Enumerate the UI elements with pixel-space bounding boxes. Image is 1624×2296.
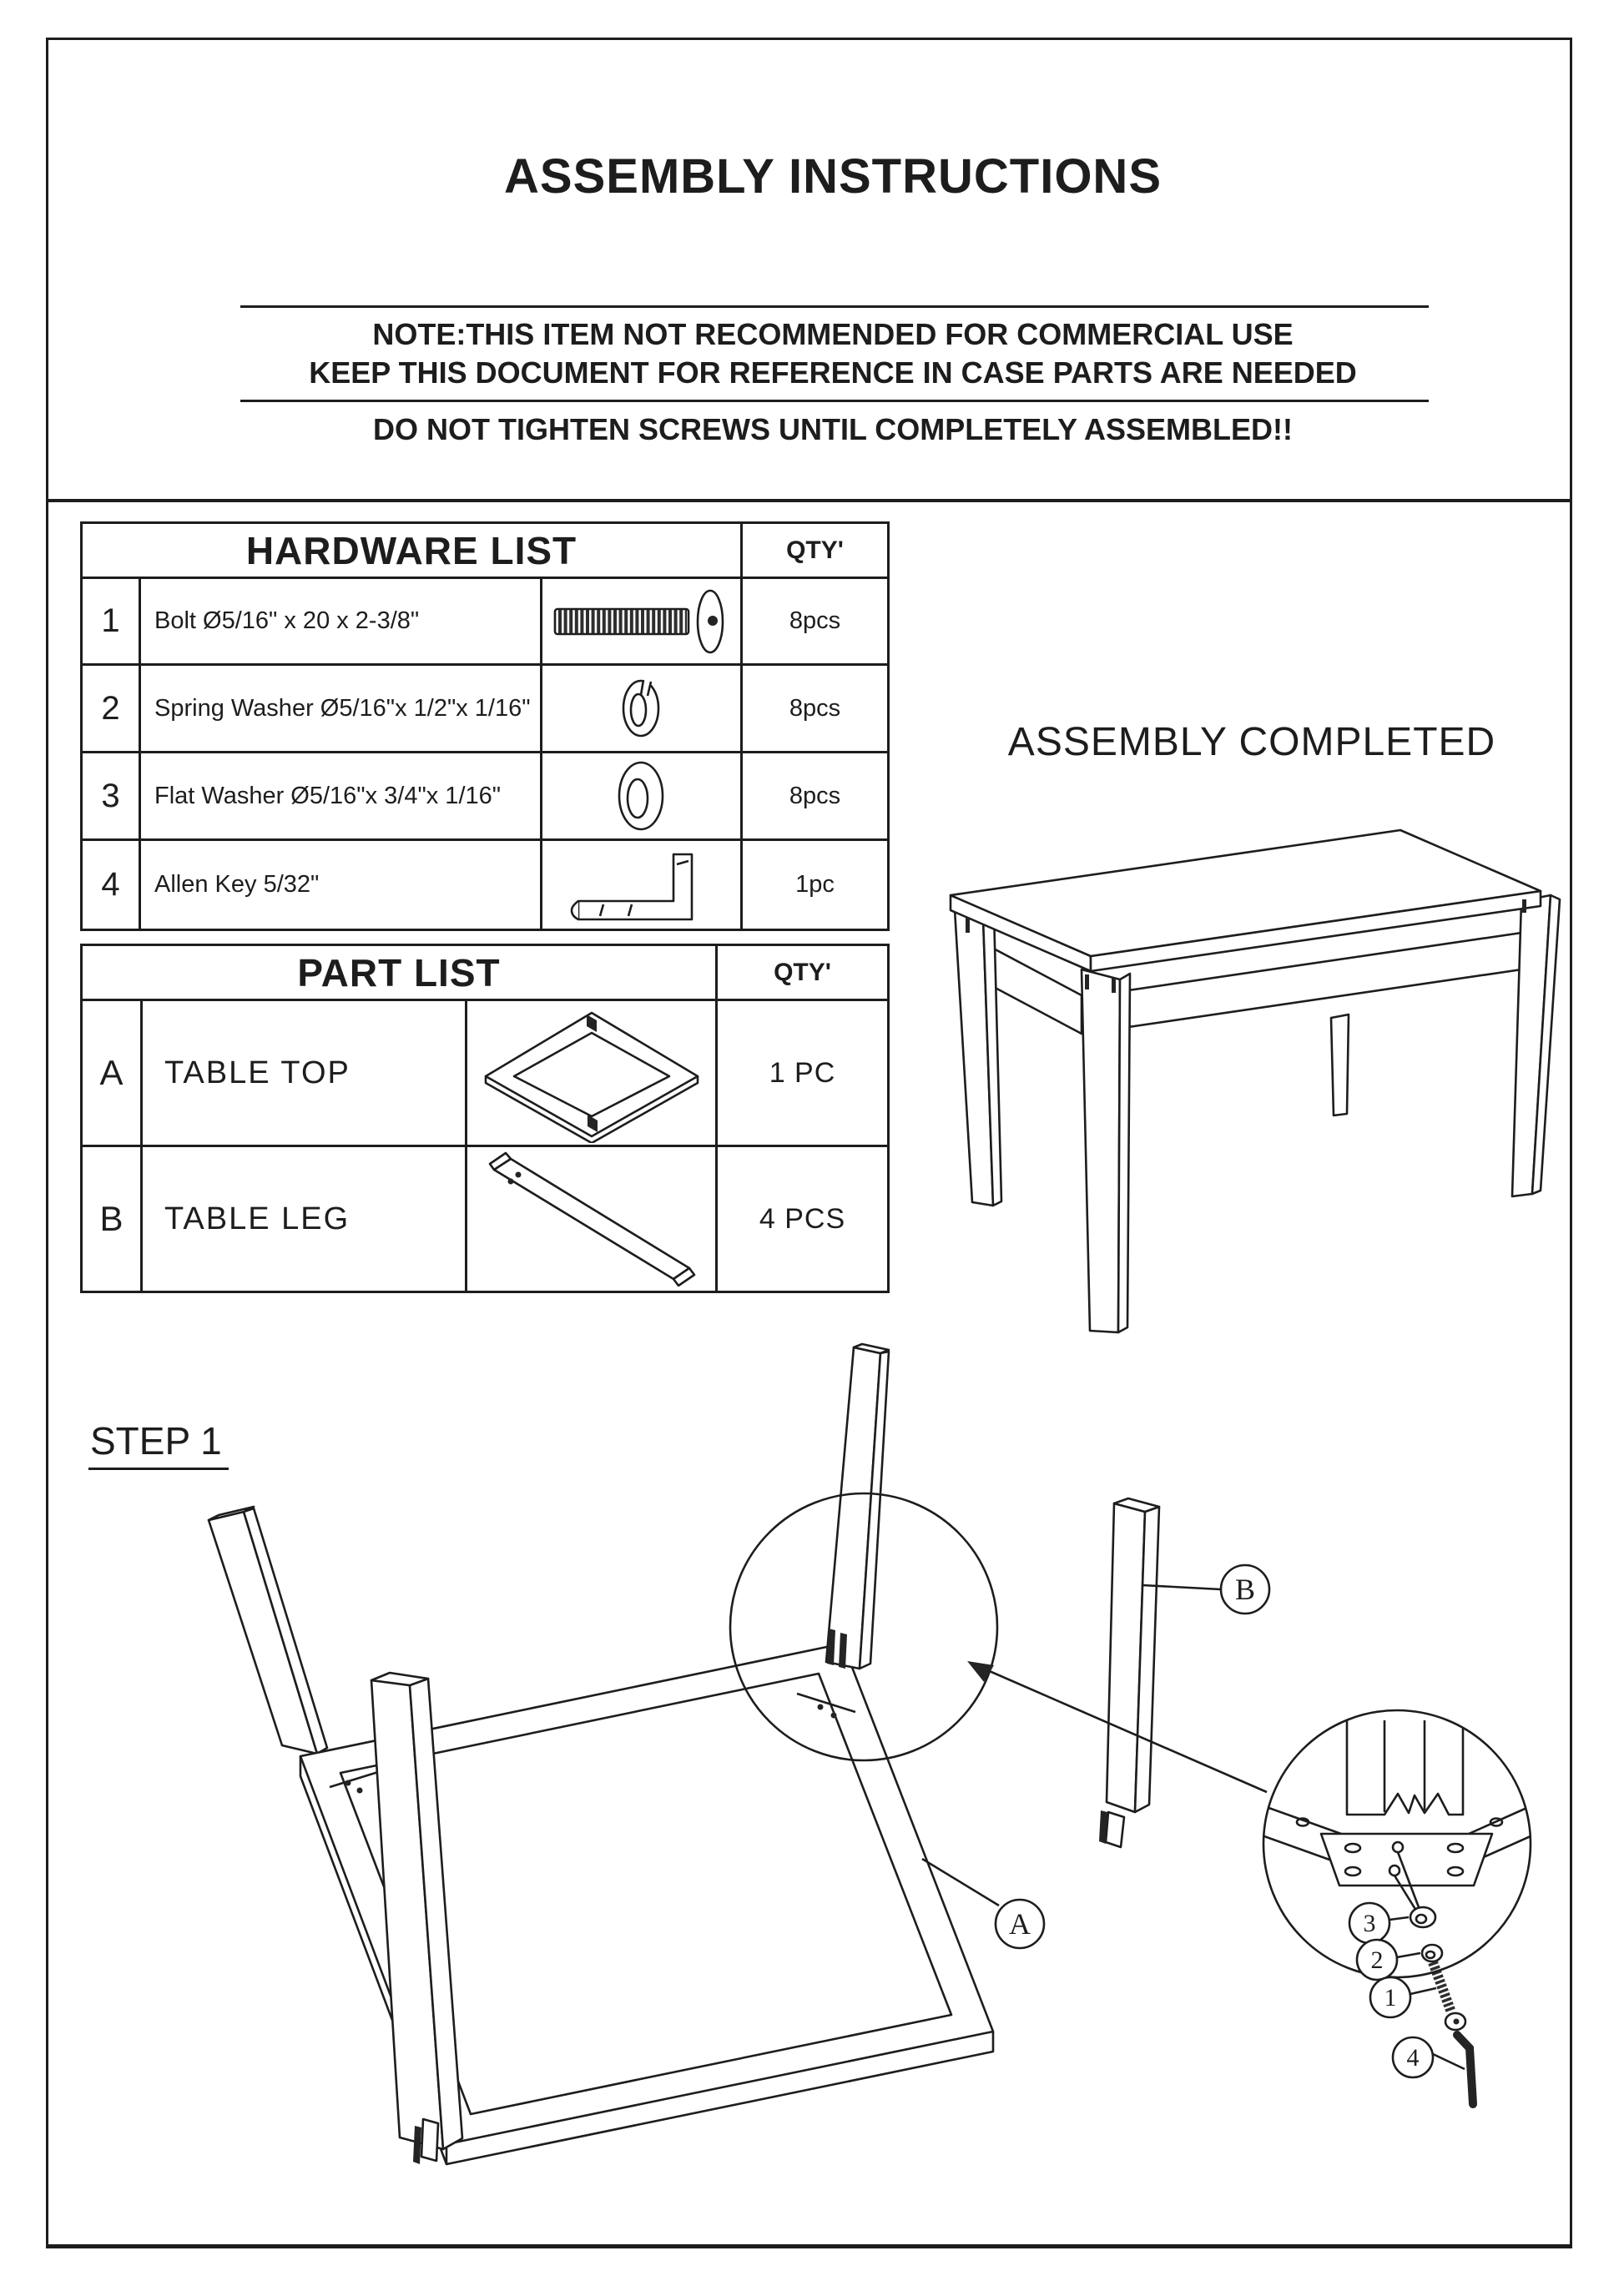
flat-washer-icon	[1410, 1907, 1435, 1927]
part-list-title: PART LIST	[83, 946, 718, 1001]
assembly-completed-caption: ASSEMBLY COMPLETED	[1007, 720, 1496, 764]
part-row-qty: 4 PCS	[759, 1202, 846, 1235]
part-row-num: A	[83, 1001, 143, 1147]
callout-1: 1	[1384, 1984, 1397, 2012]
table-leg-detached	[1099, 1498, 1159, 1847]
hardware-row-num: 2	[83, 666, 141, 753]
hardware-list-title: HARDWARE LIST	[83, 524, 743, 579]
hardware-row-desc: Bolt Ø5/16" x 20 x 2-3/8"	[141, 579, 542, 666]
note-rule-bottom	[240, 400, 1429, 402]
step1-label: STEP 1	[88, 1418, 229, 1470]
note-line-2: KEEP THIS DOCUMENT FOR REFERENCE IN CASE PARTS ARE NEEDED	[309, 355, 1357, 390]
part-label-B	[1142, 1565, 1269, 1614]
hardware-row-icon-cell	[542, 753, 743, 841]
table-leg	[209, 1507, 327, 1754]
hardware-list-table	[80, 521, 890, 931]
callout-3: 3	[1363, 1910, 1376, 1937]
page-title: ASSEMBLY INSTRUCTIONS	[504, 149, 1162, 204]
spring-washer-icon	[613, 670, 671, 747]
header-separator	[46, 499, 1572, 502]
hardware-row-icon-cell	[542, 666, 743, 753]
part-list-table	[80, 944, 890, 1293]
hardware-row-qty: 8pcs	[743, 666, 887, 753]
part-row-desc: TABLE LEG	[143, 1147, 467, 1291]
svg-text:B: B	[1234, 1573, 1256, 1606]
allen-key-icon	[1457, 2035, 1473, 2104]
bolt-icon	[1433, 1962, 1465, 2030]
hardware-row-qty: 8pcs	[743, 753, 887, 841]
callout-2: 2	[1370, 1946, 1384, 1974]
hardware-row-desc: Allen Key 5/32"	[141, 841, 542, 929]
table-leg-icon	[471, 1151, 713, 1286]
hardware-row-num: 1	[83, 579, 141, 666]
allen-key-icon	[567, 839, 717, 931]
svg-text:A: A	[1009, 1907, 1031, 1941]
hardware-row-num: 3	[83, 753, 141, 841]
part-row-num: B	[83, 1147, 143, 1291]
flat-washer-icon	[608, 754, 675, 838]
hardware-row-num: 4	[83, 841, 141, 929]
part-row-icon-cell	[467, 1147, 718, 1291]
table-leg	[826, 1344, 889, 1669]
assembled-table-drawing	[918, 826, 1586, 1393]
hardware-row-desc: Spring Washer Ø5/16"x 1/2"x 1/16"	[141, 666, 542, 753]
table-top-icon	[471, 1003, 713, 1143]
step1-diagram	[46, 1335, 1577, 2257]
part-row-desc: TABLE TOP	[143, 1001, 467, 1147]
bolt-icon	[547, 583, 737, 660]
part-row-qty: 1 PC	[718, 1001, 887, 1147]
hardware-row-qty: 1pc	[795, 871, 835, 898]
part-row-icon-cell	[467, 1001, 718, 1147]
part-qty-header: QTY'	[718, 946, 887, 1001]
warning-line: DO NOT TIGHTEN SCREWS UNTIL COMPLETELY ASSEMBLED!!	[372, 412, 1294, 446]
note-rule-top	[240, 305, 1429, 308]
hardware-row-icon-cell	[542, 841, 743, 929]
corner-bracket	[1321, 1834, 1492, 1911]
callout-4: 4	[1406, 2044, 1420, 2072]
hardware-row-desc: Flat Washer Ø5/16"x 3/4"x 1/16"	[141, 753, 542, 841]
hardware-row-qty: 8pcs	[743, 579, 887, 666]
note-line-1: NOTE:THIS ITEM NOT RECOMMENDED FOR COMMERCIAL USE	[372, 317, 1294, 351]
hardware-row-icon-cell	[542, 579, 743, 666]
hardware-qty-header: QTY'	[743, 524, 887, 579]
